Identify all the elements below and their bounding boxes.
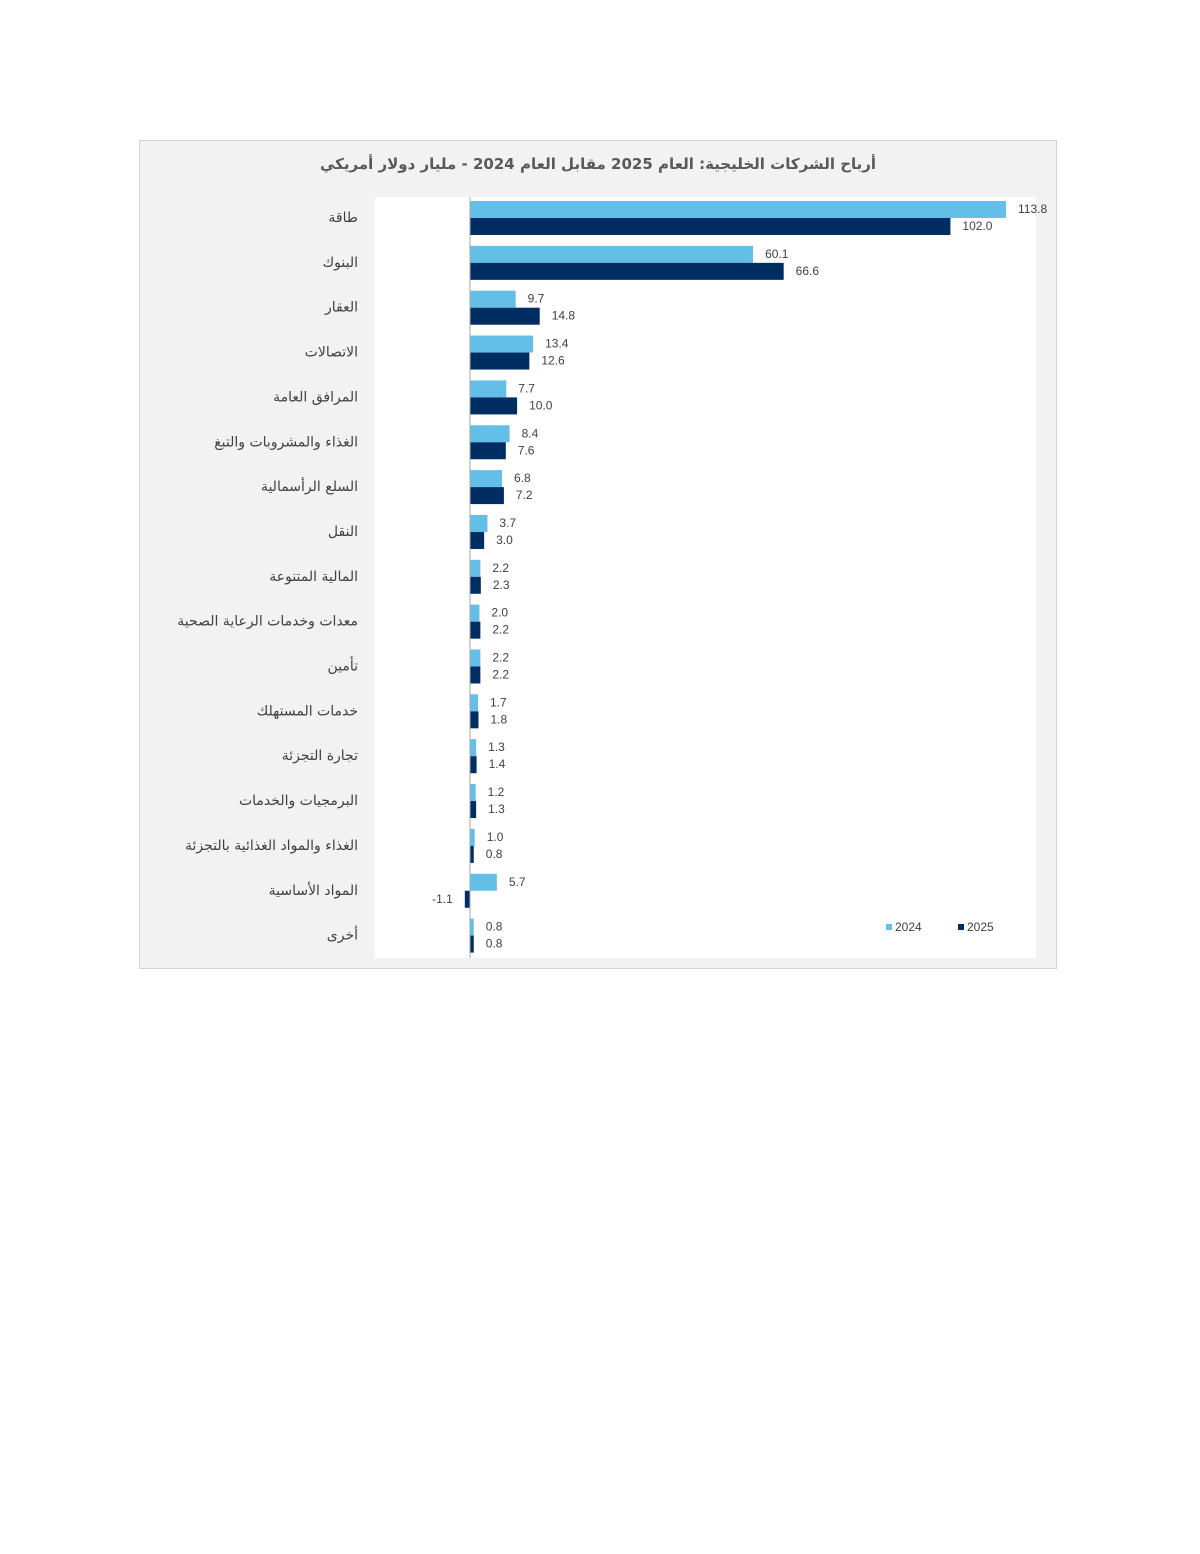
data-label: 0.8 — [485, 846, 503, 861]
bar-2025 — [470, 308, 540, 325]
data-label: 2.2 — [492, 650, 510, 665]
bar-2025 — [470, 353, 529, 370]
bar-2024 — [470, 605, 479, 622]
category-label: المواد الأساسية — [268, 882, 358, 899]
bar-2025 — [470, 756, 477, 773]
category-label: معدات وخدمات الرعاية الصحية — [177, 613, 358, 630]
category-label: المرافق العامة — [273, 389, 358, 406]
bar-2024 — [470, 470, 502, 487]
data-label: 1.8 — [490, 712, 508, 727]
category-label: المالية المتنوعة — [269, 568, 358, 585]
data-label: 1.7 — [490, 695, 507, 710]
data-label: 9.7 — [527, 291, 545, 306]
data-label: 5.7 — [508, 874, 526, 889]
category-label: الاتصالات — [304, 344, 358, 361]
data-label: 1.3 — [488, 740, 505, 755]
data-label: 6.8 — [514, 471, 531, 486]
data-label: 2.2 — [492, 560, 510, 575]
data-label: 10.0 — [529, 398, 553, 413]
legend-label: 2025 — [967, 920, 994, 934]
bar-2025 — [470, 667, 480, 684]
category-label: طاقة — [328, 210, 358, 226]
data-label: 3.0 — [496, 532, 513, 547]
data-label: 1.2 — [487, 785, 505, 800]
category-label: الغذاء والمواد الغذائية بالتجزئة — [184, 837, 358, 854]
data-label: -1.1 — [432, 891, 453, 906]
data-label: 7.7 — [518, 381, 535, 396]
data-label: 14.8 — [551, 308, 576, 323]
bar-2025 — [470, 397, 517, 414]
bar-2024 — [470, 201, 1006, 218]
bar-2024 — [470, 919, 474, 936]
chart-title: أرباح الشركات الخليجية: العام 2025 مقابل العام 2024 - مليار دولار أمريكي — [319, 155, 877, 173]
legend-label: 2024 — [895, 920, 922, 934]
data-label: 13.4 — [545, 336, 569, 351]
bar-2025 — [470, 442, 506, 459]
bar-2024 — [470, 694, 478, 711]
chart-container — [139, 140, 1057, 969]
bar-2024 — [470, 784, 476, 801]
category-label: النقل — [327, 523, 358, 540]
bar-2025 — [470, 711, 478, 728]
data-label: 2.0 — [491, 605, 509, 620]
category-label: البرمجيات والخدمات — [238, 793, 358, 810]
bar-2024 — [470, 336, 533, 353]
data-label: 3.7 — [499, 515, 517, 530]
data-label: 2.2 — [492, 622, 510, 637]
data-label: 1.0 — [486, 829, 504, 844]
category-label: تجارة التجزئة — [281, 748, 358, 765]
legend-swatch-2025 — [958, 924, 964, 930]
data-label: 102.0 — [962, 219, 993, 233]
bar-2025 — [470, 263, 784, 280]
bar-2025 — [470, 532, 484, 549]
bar-chart — [140, 141, 1058, 970]
data-label: 66.6 — [795, 263, 820, 278]
bar-2025 — [470, 577, 481, 594]
data-label: 1.3 — [488, 802, 505, 817]
bar-2024 — [470, 291, 516, 308]
data-label: 113.8 — [1018, 202, 1048, 216]
data-label: 7.6 — [517, 443, 535, 458]
bar-2025 — [470, 622, 480, 639]
bar-2025 — [470, 846, 474, 863]
category-label: الغذاء والمشروبات والتبغ — [214, 434, 358, 451]
data-label: 60.1 — [765, 246, 789, 261]
bar-2025 — [470, 487, 504, 504]
category-label: البنوك — [322, 254, 358, 271]
bar-2024 — [470, 425, 510, 442]
data-label: 1.4 — [488, 757, 506, 772]
bar-2024 — [470, 515, 487, 532]
data-label: 0.8 — [485, 919, 503, 934]
bar-2025 — [470, 218, 950, 235]
bar-2024 — [470, 246, 753, 263]
data-label: 2.3 — [492, 577, 510, 592]
data-label: 7.2 — [515, 488, 533, 503]
bar-2024 — [470, 874, 497, 891]
bar-2024 — [470, 380, 506, 397]
bar-2024 — [470, 829, 475, 846]
bar-2025 — [470, 936, 474, 953]
data-label: 0.8 — [485, 936, 503, 951]
category-label: العقار — [324, 299, 358, 316]
bar-2024 — [470, 650, 480, 667]
data-label: 8.4 — [521, 426, 539, 441]
category-label: السلع الرأسمالية — [260, 479, 358, 496]
bar-2024 — [470, 739, 476, 756]
bar-2024 — [470, 560, 480, 577]
bar-2025 — [465, 891, 470, 908]
bar-2025 — [470, 801, 476, 818]
data-label: 12.6 — [541, 353, 565, 368]
category-label: تأمين — [327, 658, 358, 675]
legend-swatch-2024 — [886, 924, 892, 930]
data-label: 2.2 — [492, 667, 510, 682]
category-label: خدمات المستهلك — [256, 703, 358, 720]
category-label: أخرى — [326, 927, 358, 944]
